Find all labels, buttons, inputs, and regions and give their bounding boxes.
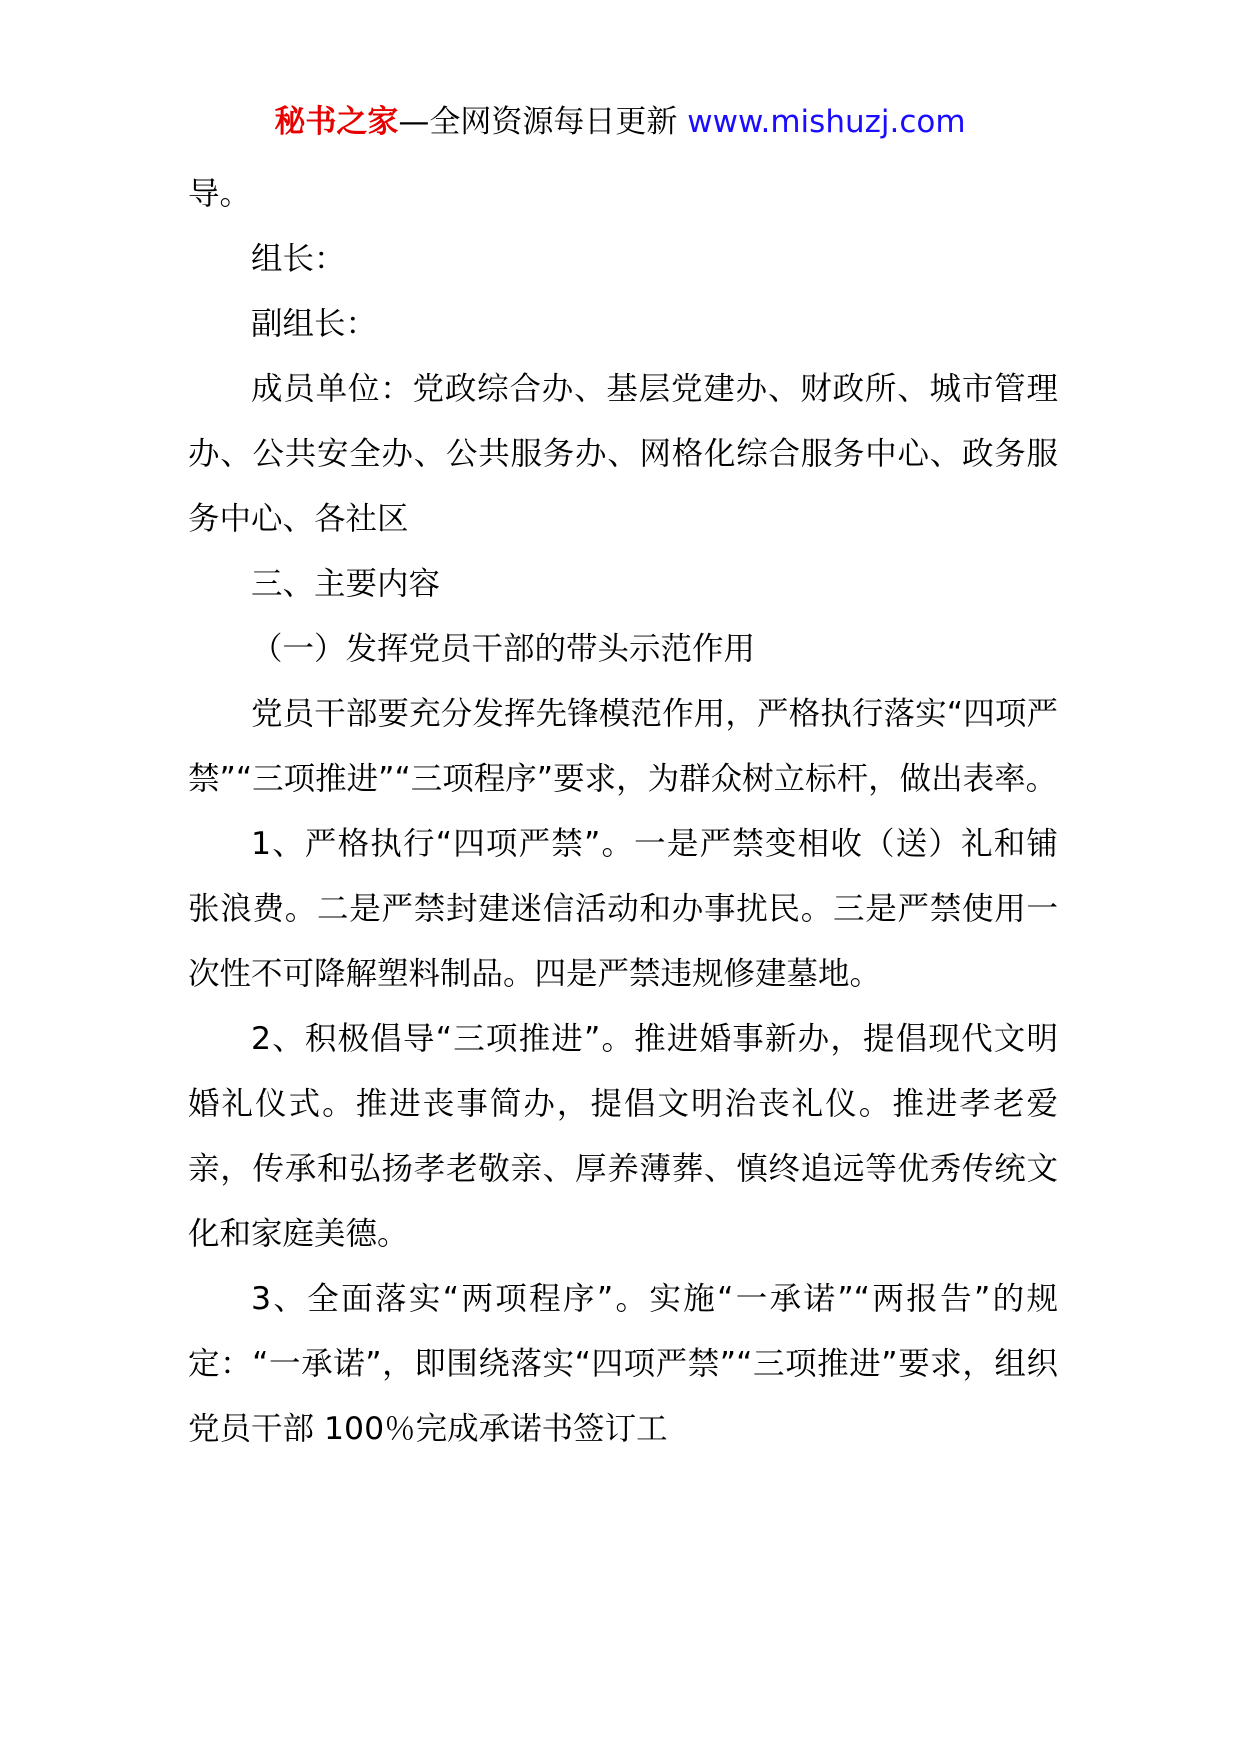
- section-heading: 三、主要内容: [251, 566, 441, 602]
- header-url[interactable]: www.mishuzj.com: [687, 104, 966, 140]
- paragraph-item-2: 2、积极倡导“三项推进”。推进婚事新办，提倡现代文明婚礼仪式。推进丧事简办，提倡文明治丧礼仪。推进孝老爱亲，传承和弘扬孝老敬亲、厚养薄葬、慎终追远等优秀传统文化和家庭美德。: [188, 1021, 1058, 1252]
- paragraph-member-units: 成员单位：党政综合办、基层党建办、财政所、城市管理办、公共安全办、公共服务办、网格化综合服务中心、政务服务中心、各社区: [188, 371, 1058, 537]
- paragraph-continuation: 导。: [188, 176, 252, 212]
- paragraph-group-leader: 组长：: [251, 241, 346, 277]
- document-body: [188, 162, 1058, 1462]
- paragraph-deputy-leader: 副组长：: [251, 306, 378, 342]
- paragraph-item-3: 3、全面落实“两项程序”。实施“一承诺”“两报告”的规定：“一承诺”，即围绕落实“四项严禁”“三项推进”要求，组织党员干部 100％完成承诺书签订工: [188, 1281, 1058, 1447]
- subsection-heading: （一）发挥党员干部的带头示范作用: [251, 631, 756, 667]
- paragraph-item-1: 1、严格执行“四项严禁”。一是严禁变相收（送）礼和铺张浪费。二是严禁封建迷信活动和办事扰民。三是严禁使用一次性不可降解塑料制品。四是严禁违规修建墓地。: [188, 826, 1058, 992]
- paragraph-body: 党员干部要充分发挥先锋模范作用，严格执行落实“四项严禁”“三项推进”“三项程序”要求，为群众树立标杆，做出表率。: [188, 696, 1058, 797]
- brand-name: 秘书之家: [274, 104, 399, 140]
- header-slogan: —全网资源每日更新: [398, 104, 688, 140]
- watermark-header: [0, 100, 1240, 144]
